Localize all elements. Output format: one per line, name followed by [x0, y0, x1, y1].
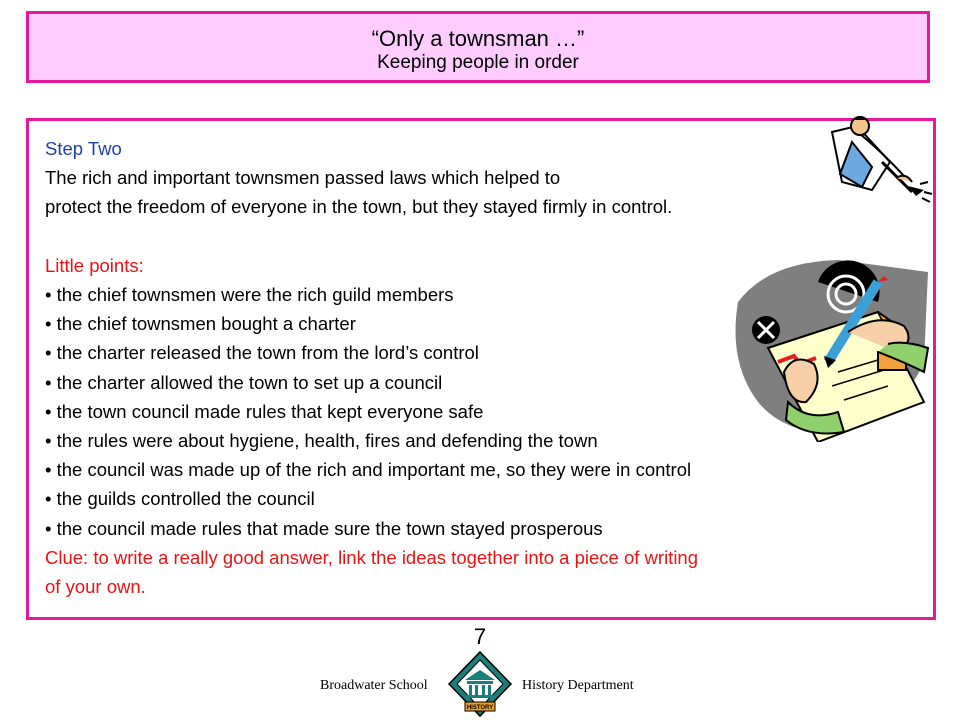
footer-school: Broadwater School — [320, 678, 428, 693]
list-item: • the town council made rules that kept everyone safe — [45, 397, 905, 426]
intro-line-2: protect the freedom of everyone in the town, but they stayed firmly in control. — [45, 196, 673, 218]
page-title: “Only a townsman …” — [371, 26, 585, 51]
spacer — [45, 222, 905, 251]
list-item: • the council was made up of the rich and important me, so they were in control — [45, 455, 905, 484]
list-item: • the council made rules that made sure the town stayed prosperous — [45, 514, 905, 543]
writer-with-pen-clipart — [812, 112, 938, 212]
logo-text: HISTORY — [466, 705, 494, 711]
page-subtitle: Keeping people in order — [377, 52, 579, 73]
intro-line-1: The rich and important townsmen passed laws which helped to — [45, 167, 561, 189]
list-item: • the chief townsmen were the rich guild members — [45, 280, 905, 309]
history-logo-icon — [447, 650, 513, 718]
list-item: • the chief townsmen bought a charter — [45, 309, 905, 338]
clue-line-2: of your own. — [45, 576, 146, 598]
clue-line-1: Clue: to write a really good answer, link the ideas together into a piece of writing — [45, 546, 699, 568]
points-heading: Little points: — [45, 254, 144, 276]
list-item: • the rules were about hygiene, health, fires and defending the town — [45, 426, 905, 455]
signing-charter-clipart — [728, 252, 934, 442]
list-item: • the guilds controlled the council — [45, 484, 905, 513]
step-heading: Step Two — [45, 138, 122, 159]
footer-department: History Department — [522, 678, 634, 693]
list-item: • the charter allowed the town to set up a council — [45, 368, 905, 397]
page-number: 7 — [473, 624, 487, 649]
list-item: • the charter released the town from the lord’s control — [45, 338, 905, 367]
title-box — [26, 11, 930, 83]
